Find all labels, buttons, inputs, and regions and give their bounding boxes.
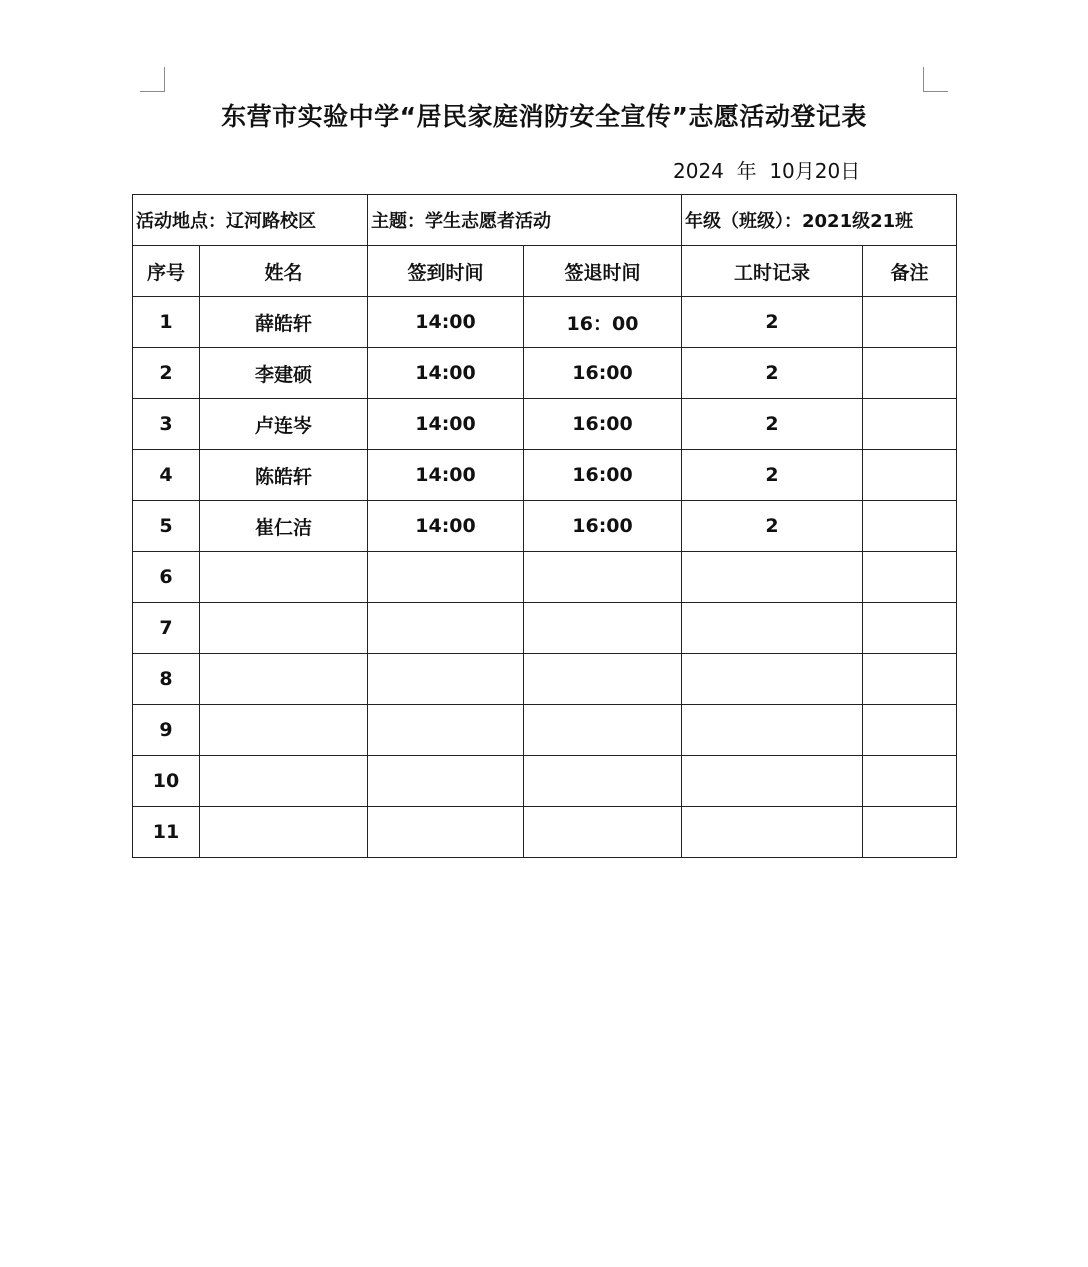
header-name: 姓名	[200, 246, 368, 297]
cell-sign-in: 14:00	[368, 501, 524, 552]
cell-hours	[682, 552, 863, 603]
cell-no: 9	[133, 705, 200, 756]
table-row	[133, 348, 957, 399]
page-corner-mark-top-left	[140, 67, 165, 92]
cell-hours: 2	[682, 450, 863, 501]
header-sign-in: 签到时间	[368, 246, 524, 297]
cell-sign-in	[368, 756, 524, 807]
registration-table	[132, 194, 957, 858]
header-hours: 工时记录	[682, 246, 863, 297]
cell-sign-in	[368, 603, 524, 654]
cell-no: 7	[133, 603, 200, 654]
cell-sign-in: 14:00	[368, 399, 524, 450]
cell-hours	[682, 603, 863, 654]
table-row	[133, 756, 957, 807]
cell-hours	[682, 705, 863, 756]
cell-no: 6	[133, 552, 200, 603]
cell-no: 8	[133, 654, 200, 705]
cell-name	[200, 705, 368, 756]
cell-sign-out: 16:00	[524, 501, 682, 552]
header-no: 序号	[133, 246, 200, 297]
cell-note	[863, 399, 957, 450]
table-row	[133, 654, 957, 705]
cell-hours: 2	[682, 297, 863, 348]
cell-no: 3	[133, 399, 200, 450]
cell-sign-out	[524, 603, 682, 654]
header-note: 备注	[863, 246, 957, 297]
table-row	[133, 501, 957, 552]
document-date: 2024 年 10月20日	[673, 159, 861, 183]
cell-name: 卢连岑	[200, 399, 368, 450]
page-corner-mark-top-right	[923, 67, 948, 92]
cell-no: 1	[133, 297, 200, 348]
cell-note	[863, 603, 957, 654]
cell-note	[863, 450, 957, 501]
cell-no: 4	[133, 450, 200, 501]
cell-sign-in: 14:00	[368, 348, 524, 399]
cell-sign-out: 16：00	[524, 297, 682, 348]
header-row	[133, 246, 957, 297]
cell-hours: 2	[682, 348, 863, 399]
table-row	[133, 807, 957, 858]
cell-note	[863, 297, 957, 348]
cell-no: 10	[133, 756, 200, 807]
grade-cell: 年级（班级）：2021级21班	[682, 195, 957, 246]
cell-name: 李建硕	[200, 348, 368, 399]
cell-sign-out: 16:00	[524, 348, 682, 399]
cell-note	[863, 705, 957, 756]
cell-note	[863, 552, 957, 603]
table-row	[133, 705, 957, 756]
cell-sign-out: 16:00	[524, 399, 682, 450]
location-cell: 活动地点：辽河路校区	[133, 195, 368, 246]
cell-hours	[682, 654, 863, 705]
cell-note	[863, 756, 957, 807]
info-row	[133, 195, 957, 246]
table-row	[133, 297, 957, 348]
cell-name	[200, 756, 368, 807]
cell-sign-in	[368, 654, 524, 705]
cell-no: 2	[133, 348, 200, 399]
cell-note	[863, 807, 957, 858]
table-row	[133, 450, 957, 501]
cell-sign-out: 16:00	[524, 450, 682, 501]
cell-sign-out	[524, 654, 682, 705]
cell-note	[863, 348, 957, 399]
table-row	[133, 603, 957, 654]
cell-sign-in	[368, 552, 524, 603]
cell-sign-out	[524, 705, 682, 756]
cell-hours	[682, 807, 863, 858]
cell-sign-out	[524, 756, 682, 807]
document-title: 东营市实验中学“居民家庭消防安全宣传”志愿活动登记表	[221, 102, 867, 131]
cell-name: 陈皓轩	[200, 450, 368, 501]
cell-name	[200, 603, 368, 654]
cell-sign-in	[368, 807, 524, 858]
cell-name: 崔仁洁	[200, 501, 368, 552]
table-row	[133, 399, 957, 450]
header-sign-out: 签退时间	[524, 246, 682, 297]
cell-sign-out	[524, 807, 682, 858]
cell-hours	[682, 756, 863, 807]
cell-name	[200, 654, 368, 705]
cell-hours: 2	[682, 501, 863, 552]
cell-name	[200, 807, 368, 858]
cell-sign-in: 14:00	[368, 450, 524, 501]
theme-cell: 主题：学生志愿者活动	[368, 195, 682, 246]
cell-sign-in: 14:00	[368, 297, 524, 348]
cell-no: 5	[133, 501, 200, 552]
cell-name	[200, 552, 368, 603]
cell-no: 11	[133, 807, 200, 858]
cell-sign-in	[368, 705, 524, 756]
cell-sign-out	[524, 552, 682, 603]
cell-note	[863, 654, 957, 705]
cell-name: 薛皓轩	[200, 297, 368, 348]
table-row	[133, 552, 957, 603]
cell-hours: 2	[682, 399, 863, 450]
cell-note	[863, 501, 957, 552]
